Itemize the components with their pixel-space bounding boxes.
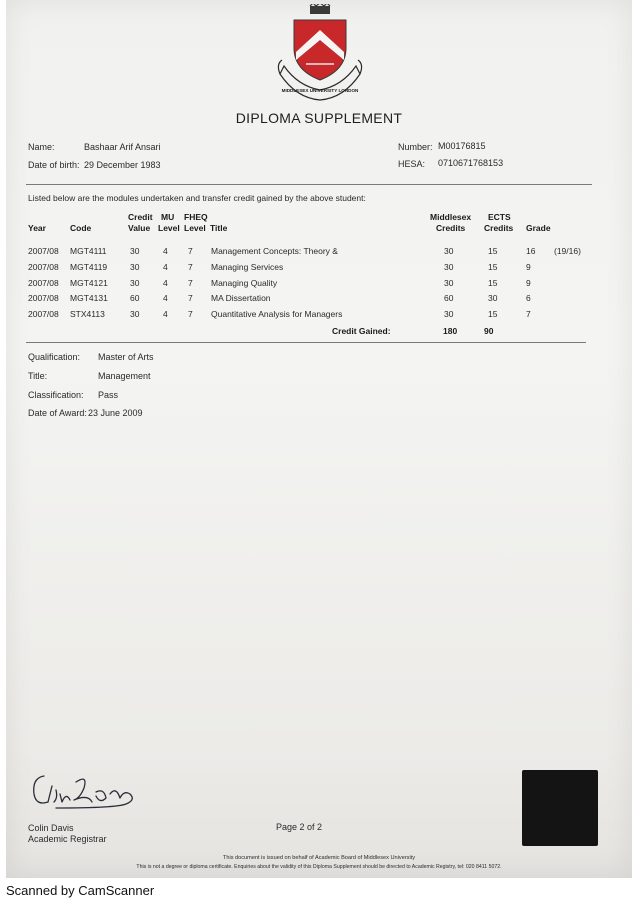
cell-year: 2007/08 xyxy=(28,278,59,288)
col-ects-2: Credits xyxy=(484,223,514,233)
col-credit-2: Value xyxy=(128,223,151,233)
col-mu-2: Level xyxy=(158,223,180,233)
col-ects-1: ECTS xyxy=(488,212,511,222)
hesa-value: 0710671768153 xyxy=(438,158,504,168)
qualification-value: Master of Arts xyxy=(98,352,154,362)
cell-credit: 30 xyxy=(130,309,140,319)
credit-gained-mdx: 180 xyxy=(443,326,458,336)
cell-mu: 4 xyxy=(163,293,168,303)
credit-gained-label: Credit Gained: xyxy=(332,326,391,336)
cell-credit: 60 xyxy=(130,293,140,303)
cell-grade: 7 xyxy=(526,309,531,319)
classification-label: Classification: xyxy=(28,390,84,400)
cell-title: Management Concepts: Theory & xyxy=(211,246,338,256)
cell-grade-note: (19/16) xyxy=(554,246,581,256)
col-code: Code xyxy=(70,223,92,233)
cell-ects: 15 xyxy=(488,246,498,256)
table-row xyxy=(6,309,632,324)
cell-year: 2007/08 xyxy=(28,262,59,272)
col-fheq-1: FHEQ xyxy=(184,212,208,222)
divider xyxy=(26,184,592,185)
cell-mdx: 30 xyxy=(444,309,454,319)
cell-code: MGT4131 xyxy=(70,293,108,303)
cell-year: 2007/08 xyxy=(28,309,59,319)
cell-ects: 15 xyxy=(488,262,498,272)
cell-fheq: 7 xyxy=(188,278,193,288)
cell-mdx: 60 xyxy=(444,293,454,303)
cell-fheq: 7 xyxy=(188,246,193,256)
cell-fheq: 7 xyxy=(188,262,193,272)
col-fheq-2: Level xyxy=(184,223,206,233)
cell-code: MGT4121 xyxy=(70,278,108,288)
cell-mu: 4 xyxy=(163,246,168,256)
date-of-award-value: 23 June 2009 xyxy=(88,408,143,418)
signature-image xyxy=(26,764,146,816)
col-grade: Grade xyxy=(526,223,551,233)
divider xyxy=(26,342,586,343)
page-number: Page 2 of 2 xyxy=(276,822,323,832)
number-label: Number: xyxy=(398,142,433,152)
cell-credit: 30 xyxy=(130,278,140,288)
cell-mu: 4 xyxy=(163,262,168,272)
footer-line-1: This document is issued on behalf of Academic Board of Middlesex University xyxy=(222,855,416,861)
col-mdx-1: Middlesex xyxy=(430,212,472,222)
crest-motto: MIDDLESEX UNIVERSITY LONDON xyxy=(281,88,359,93)
qualification-label: Qualification: xyxy=(28,352,81,362)
table-row xyxy=(6,262,632,277)
cell-year: 2007/08 xyxy=(28,293,59,303)
classification-value: Pass xyxy=(98,390,119,400)
hesa-label: HESA: xyxy=(398,159,426,169)
footer-line-2: This is not a degree or diploma certificate. Enquiries about the validity of this Diploma Supplement should be directed to Academic Registry, tel: 020 8411 5072. xyxy=(136,864,502,870)
cell-grade: 16 xyxy=(526,246,536,256)
cell-mdx: 30 xyxy=(444,278,454,288)
col-year: Year xyxy=(28,223,46,233)
signatory-name: Colin Davis xyxy=(28,823,74,833)
name-label: Name: xyxy=(28,142,55,152)
date-of-award-label: Date of Award: xyxy=(28,408,87,418)
cell-mdx: 30 xyxy=(444,262,454,272)
cell-mdx: 30 xyxy=(444,246,454,256)
dob-label: Date of birth: xyxy=(28,160,80,170)
credit-gained-ects: 90 xyxy=(484,326,494,336)
cell-mu: 4 xyxy=(163,309,168,319)
cell-code: STX4113 xyxy=(70,309,105,319)
dob-value: 29 December 1983 xyxy=(84,160,161,170)
table-row xyxy=(6,293,632,308)
table-row xyxy=(6,246,632,261)
cell-grade: 6 xyxy=(526,293,531,303)
award-title-label: Title: xyxy=(28,371,48,381)
scanner-watermark: Scanned by CamScanner xyxy=(6,883,155,898)
cell-code: MGT4119 xyxy=(70,262,108,272)
col-title: Title xyxy=(210,223,228,233)
university-crest-icon xyxy=(276,4,364,102)
cell-credit: 30 xyxy=(130,262,140,272)
cell-mu: 4 xyxy=(163,278,168,288)
cell-ects: 15 xyxy=(488,278,498,288)
photo-block xyxy=(522,770,598,846)
col-credit-1: Credit xyxy=(128,212,153,222)
cell-grade: 9 xyxy=(526,278,531,288)
cell-credit: 30 xyxy=(130,246,140,256)
cell-grade: 9 xyxy=(526,262,531,272)
col-mu-1: MU xyxy=(161,212,175,222)
table-row xyxy=(6,278,632,293)
modules-intro: Listed below are the modules undertaken and transfer credit gained by the above student: xyxy=(28,193,366,203)
cell-year: 2007/08 xyxy=(28,246,59,256)
cell-title: Managing Quality xyxy=(211,278,278,288)
name-value: Bashaar Arif Ansari xyxy=(84,142,161,152)
document-page xyxy=(6,0,632,878)
signatory-role: Academic Registrar xyxy=(28,834,107,844)
cell-title: MA Dissertation xyxy=(211,293,271,303)
cell-fheq: 7 xyxy=(188,309,193,319)
page-title: DIPLOMA SUPPLEMENT xyxy=(235,110,403,126)
number-value: M00176815 xyxy=(438,141,486,151)
cell-title: Quantitative Analysis for Managers xyxy=(211,309,343,319)
cell-title: Managing Services xyxy=(211,262,284,272)
award-title-value: Management xyxy=(98,371,151,381)
col-mdx-2: Credits xyxy=(436,223,466,233)
cell-ects: 30 xyxy=(488,293,498,303)
cell-ects: 15 xyxy=(488,309,498,319)
cell-fheq: 7 xyxy=(188,293,193,303)
cell-code: MGT4111 xyxy=(70,246,107,256)
